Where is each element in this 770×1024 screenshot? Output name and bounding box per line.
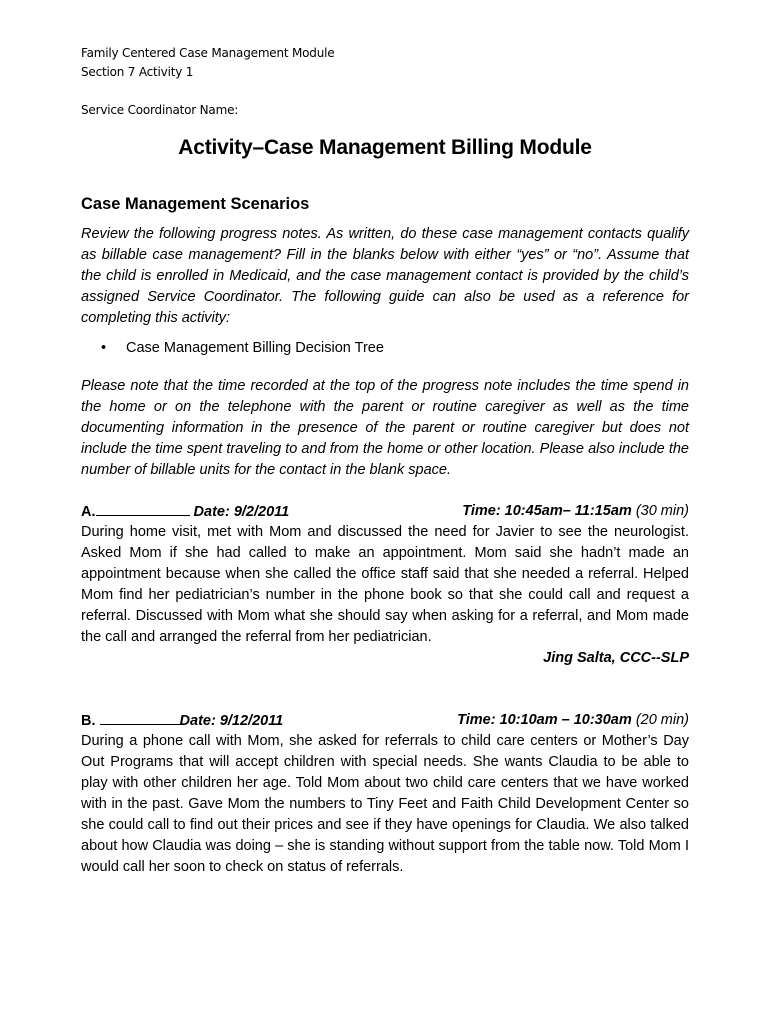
- section-heading: Case Management Scenarios: [81, 195, 310, 213]
- note-paragraph: Please note that the time recorded at the top of the progress note includes the time spend in the home or on the telephone with the parent or routine caregiver as well as the time documenting information in the presence of the parent or routine caregiver but does not include the time spent traveling to and from the home or other location. Please also include the number of billable units for the contact in the blank space.: [81, 378, 689, 478]
- entry-b-date: Date: 9/12/2011: [179, 713, 284, 729]
- list-item: [101, 338, 689, 359]
- page-title: Activity–Case Management Billing Module: [178, 136, 592, 159]
- entry-a-time: Time: 10:45am– 11:15am: [462, 503, 632, 519]
- module-title: Family Centered Case Management Module: [81, 46, 335, 60]
- entry-a-header: [81, 501, 689, 522]
- entry-b-time: Time: 10:10am – 10:30am: [457, 712, 632, 728]
- entry-a-date: Date: 9/2/2011: [193, 504, 290, 520]
- entry-b-letter: B.: [81, 713, 96, 729]
- entry-a-signature: Jing Salta, CCC--SLP: [543, 650, 689, 666]
- bullet-icon: •: [101, 340, 107, 356]
- intro-paragraph: Review the following progress notes. As written, do these case management contacts qualify as billable case management? Fill in the blanks below with either “yes” or “no”. Assume that the child is enrolled in Medicaid, and the case management contact is provided by the child’s assigned Service Coordinator. The following guide can also be used as a reference for completing this activity:: [81, 226, 689, 326]
- entry-a-body: During home visit, met with Mom and discussed the need for Javier to see the neurologist. Asked Mom if she had called to make an appointment. Mom said she hadn’t made an appointment because when she called the office staff said that she needed a referral. Helped Mom find her pediatrician’s number in the phone book so that she could call and request a referral. Discussed with Mom what she should say when asking for a referral, and Mom made the call and arranged the referral from her pediatrician.: [81, 524, 689, 645]
- entry-a-letter: A.: [81, 504, 96, 520]
- entry-b-header: [81, 710, 689, 731]
- entry-b-answer-blank[interactable]: [100, 710, 180, 725]
- list-item-text: Case Management Billing Decision Tree: [126, 340, 384, 356]
- reference-list: [81, 338, 689, 359]
- section-label: Section 7 Activity 1: [81, 65, 194, 79]
- entry-a-time-group: [462, 501, 689, 522]
- entry-b-time-group: [457, 710, 689, 731]
- entry-a-duration: (30 min): [635, 503, 689, 519]
- entry-b-duration: (20 min): [635, 712, 689, 728]
- entry-b-body: During a phone call with Mom, she asked for referrals to child care centers or Mother’s Day Out Programs that will accept children with special needs. She wants Claudia to be able to play with other children her age. Told Mom about two child care centers that we have worked with in the past. Gave Mom the numbers to Tiny Feet and Faith Child Development Center so she could call to find out their prices and see if they have openings for Claudia. We also talked about how Claudia was doing – she is standing without support from the table now. Told Mom I would call her soon to check on status of referrals.: [81, 733, 689, 875]
- entry-a-answer-blank[interactable]: [96, 501, 190, 516]
- service-coordinator-label: Service Coordinator Name:: [81, 103, 239, 117]
- document-page: [81, 44, 689, 878]
